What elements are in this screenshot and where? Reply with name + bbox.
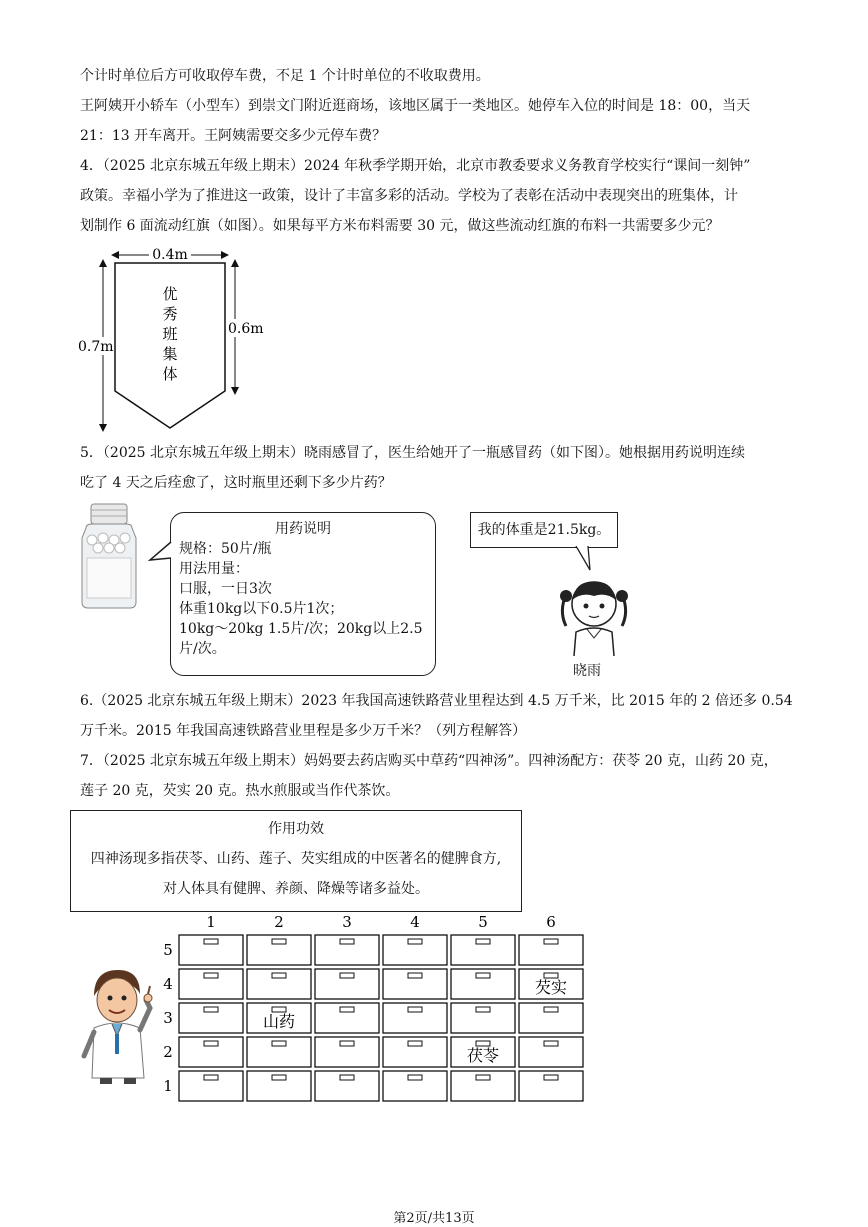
- girl-speech-box: [470, 512, 618, 548]
- question-5-line: 5．（2025 北京东城五年级上期末）晓雨感冒了，医生给她开了一瓶感冒药（如下图）。她根据用药说明连续: [80, 445, 745, 461]
- medicine-bottle-image: [78, 502, 140, 610]
- column-number: 6: [546, 913, 556, 931]
- question-6-line: 6.（2025 北京东城五年级上期末）2023 年我国高速铁路营业里程达到 4.5 万千米，比 2015 年的 2 倍还多 0.54: [80, 693, 793, 709]
- drawer-handle: [340, 1007, 354, 1012]
- page-footer: 第2页/共13页: [393, 1211, 475, 1226]
- question-5-line: 吃了 4 天之后痊愈了，这时瓶里还剩下多少片药？: [80, 475, 392, 491]
- drawer-handle: [408, 1075, 422, 1080]
- question-7-line: 7．（2025 北京东城五年级上期末）妈妈要去药店购买中草药“四神汤”。四神汤配方：茯苓 20 克，山药 20 克，: [80, 753, 778, 769]
- effects-text: 四神汤现多指茯苓、山药、莲子、芡实组成的中医著名的健脾食方,: [90, 851, 502, 867]
- drawer-handle: [272, 1041, 286, 1046]
- drawer-handle: [204, 973, 218, 978]
- row-number: 1: [163, 1077, 173, 1095]
- drawer-handle: [408, 973, 422, 978]
- medicine-instructions-box: [170, 512, 436, 676]
- effects-title: 作用功效: [268, 821, 324, 837]
- drawer-handle: [204, 1041, 218, 1046]
- text-line: 王阿姨开小轿车（小型车）到崇文门附近逛商场，该地区属于一类地区。她停车入位的时间是 18：00，当天: [80, 98, 751, 114]
- girl-name-label: 晓雨: [573, 663, 601, 679]
- speech-pointer: [574, 546, 594, 572]
- flag-char: 体: [162, 365, 178, 383]
- drawer-handle: [476, 939, 490, 944]
- row-number: 2: [163, 1043, 173, 1061]
- drawer-handle: [544, 939, 558, 944]
- drawer-handle: [340, 939, 354, 944]
- text-line: 个计时单位后方可收取停车费，不足 1 个计时单位的不收取费用。: [80, 68, 490, 84]
- question-6-line: 万千米。2015 年我国高速铁路营业里程是多少万千米？（列方程解答）: [80, 723, 527, 739]
- question-4-line: 4．（2025 北京东城五年级上期末）2024 年秋季学期开始，北京市教委要求义务教育学校实行“课间一刻钟”: [80, 158, 751, 174]
- row-number: 5: [163, 941, 173, 959]
- column-number: 3: [342, 913, 352, 931]
- instructions-line: 体重10kg以下0.5片1次；: [179, 601, 344, 617]
- drawer-handle: [272, 973, 286, 978]
- drawer-handle: [476, 973, 490, 978]
- flag-char: 班: [162, 325, 178, 343]
- drawer-handle: [204, 1007, 218, 1012]
- flag-char: 优: [162, 285, 178, 303]
- instructions-line: 片/次。: [179, 641, 226, 657]
- width-label: 0.4m: [152, 247, 188, 263]
- instructions-line: 用法用量：: [179, 561, 249, 577]
- bubble-pointer: [148, 540, 174, 566]
- drawer-handle: [340, 1075, 354, 1080]
- row-number: 3: [163, 1009, 173, 1027]
- drawer-handle: [544, 1075, 558, 1080]
- column-number: 2: [274, 913, 284, 931]
- question-4-line: 划制作 6 面流动红旗（如图）。如果每平方米布料需要 30 元，做这些流动红旗的布料一共需要多少元？: [80, 218, 720, 234]
- instructions-title: 用药说明: [275, 521, 331, 537]
- column-number: 4: [410, 913, 420, 931]
- drawer-herb-label: 茯苓: [466, 1046, 500, 1065]
- left-height-label: 0.7m: [78, 339, 114, 355]
- instructions-line: 10kg～20kg 1.5片/次；20kg以上2.5: [179, 621, 423, 637]
- text-line: 21：13 开车离开。王阿姨需要交多少元停车费？: [80, 128, 387, 144]
- drawer-handle: [204, 1075, 218, 1080]
- drawer-cabinet: [155, 910, 595, 1105]
- right-height-label: 0.6m: [228, 321, 264, 337]
- drawer-herb-label: 芡实: [534, 978, 568, 997]
- drawer-handle: [408, 939, 422, 944]
- doctor-avatar: [76, 966, 160, 1086]
- drawer-handle: [272, 1075, 286, 1080]
- question-4-line: 政策。幸福小学为了推进这一政策，设计了丰富多彩的活动。学校为了表彰在活动中表现突出的班集体，计: [80, 188, 738, 204]
- column-number: 1: [206, 913, 216, 931]
- drawer-herb-label: 山药: [262, 1012, 296, 1031]
- instructions-line: 规格：50片/瓶: [179, 541, 272, 557]
- drawer-handle: [476, 1007, 490, 1012]
- drawer-handle: [340, 1041, 354, 1046]
- pennant-flag-figure: [75, 243, 275, 433]
- drawer-handle: [204, 939, 218, 944]
- drawer-handle: [476, 1075, 490, 1080]
- girl-avatar: [556, 570, 632, 656]
- effects-box: [70, 810, 522, 912]
- flag-char: 秀: [162, 305, 178, 323]
- girl-speech-text: 我的体重是21.5kg。: [477, 522, 611, 538]
- flag-char: 集: [162, 345, 178, 363]
- question-7-line: 莲子 20 克，芡实 20 克。热水煎服或当作代茶饮。: [80, 783, 400, 799]
- drawer-handle: [408, 1007, 422, 1012]
- drawer-handle: [408, 1041, 422, 1046]
- instructions-line: 口服，一日3次: [179, 581, 272, 597]
- row-number: 4: [163, 975, 173, 993]
- effects-text: 对人体具有健脾、养颜、降燥等诸多益处。: [163, 881, 429, 897]
- drawer-handle: [272, 939, 286, 944]
- drawer-handle: [544, 1041, 558, 1046]
- drawer-handle: [340, 973, 354, 978]
- column-number: 5: [478, 913, 488, 931]
- drawer-handle: [544, 1007, 558, 1012]
